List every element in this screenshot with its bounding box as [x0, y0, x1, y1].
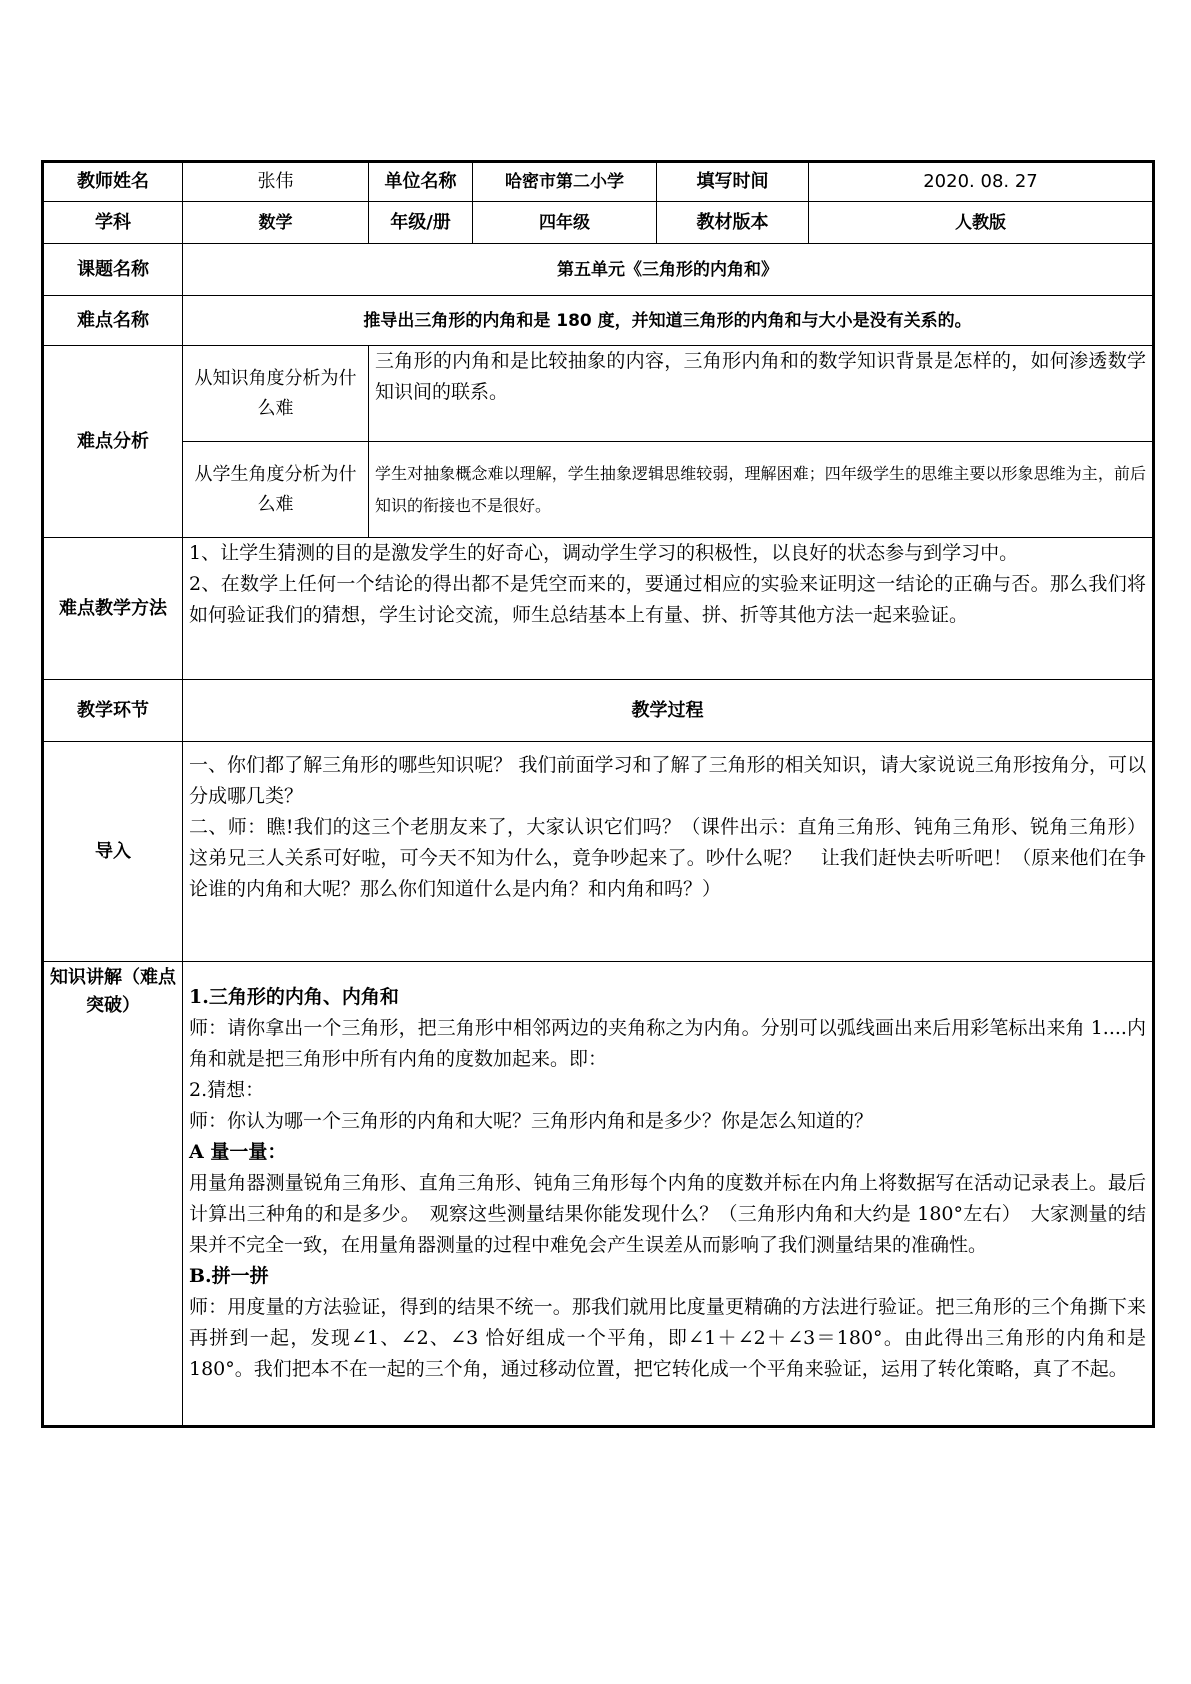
edition-value: 人教版: [809, 202, 1154, 244]
edition-label: 教材版本: [657, 202, 809, 244]
intro-paragraph-1: 一、你们都了解三角形的哪些知识呢？ 我们前面学习和了解了三角形的相关知识，请大家说说三角形按角分，可以分成哪几类？: [189, 754, 1146, 807]
subject-label: 学科: [43, 202, 183, 244]
knowledge-paragraph-a: 用量角器测量锐角三角形、直角三角形、钝角三角形每个内角的度数并标在内角上将数据写在活动记录表上。最后计算出三种角的和是多少。 观察这些测量结果你能发现什么？（三角形内角和大约是 180°左右） 大家测量的结果并不完全一致，在用量角器测量的过程中难免会产生误差从而影响了我们测量结果的准确性。: [189, 1172, 1146, 1256]
knowledge-paragraph-1: 师：请你拿出一个三角形，把三角形中相邻两边的夹角称之为内角。分别可以弧线画出来后用彩笔标出来角 1....内角和就是把三角形中所有内角的度数加起来。即：: [189, 1017, 1146, 1070]
knowledge-label: 知识讲解（难点突破）: [43, 962, 183, 1427]
topic-row: [43, 244, 1154, 296]
subject-value: 数学: [183, 202, 369, 244]
intro-row: [43, 742, 1154, 962]
knowledge-angle-text: 三角形的内角和是比较抽象的内容，三角形内角和的数学知识背景是怎样的，如何渗透数学知识间的联系。: [369, 346, 1154, 442]
teacher-label: 教师姓名: [43, 162, 183, 202]
grade-label: 年级/册: [369, 202, 473, 244]
knowledge-angle-label: 从知识角度分析为什么难: [183, 346, 369, 442]
grade-value: 四年级: [473, 202, 657, 244]
method-row: [43, 538, 1154, 680]
knowledge-heading-a: A 量一量：: [189, 1141, 287, 1163]
process-label: 教学过程: [183, 680, 1154, 742]
method-text: [183, 538, 1154, 680]
info-row-1: [43, 162, 1154, 202]
student-angle-label: 从学生角度分析为什么难: [183, 442, 369, 538]
topic-value: 第五单元《三角形的内角和》: [183, 244, 1154, 296]
method-label: 难点教学方法: [43, 538, 183, 680]
knowledge-heading-b: B.拼一拼: [189, 1265, 269, 1287]
unit-label: 单位名称: [369, 162, 473, 202]
time-label: 填写时间: [657, 162, 809, 202]
teacher-value: 张伟: [183, 162, 369, 202]
analysis-student-row: [43, 442, 1154, 538]
topic-label: 课题名称: [43, 244, 183, 296]
intro-label: 导入: [43, 742, 183, 962]
analysis-label: 难点分析: [43, 346, 183, 538]
lesson-plan-table: [41, 160, 1155, 1428]
difficulty-label: 难点名称: [43, 296, 183, 346]
knowledge-paragraph-b: 师：用度量的方法验证，得到的结果不统一。那我们就用比度量更精确的方法进行验证。把三角形的三个角撕下来再拼到一起，发现∠1、∠2、∠3 恰好组成一个平角，即∠1＋∠2＋∠3＝180°。由此得出三角形的内角和是 180°。我们把本不在一起的三个角，通过移动位置，把它转化成一个平角来验证，运用了转化策略，真了不起。: [189, 1296, 1146, 1380]
knowledge-heading-1: 1.三角形的内角、内角和: [189, 986, 399, 1008]
unit-value: 哈密市第二小学: [473, 162, 657, 202]
process-header-row: [43, 680, 1154, 742]
method-paragraph-1: 1、让学生猜测的目的是激发学生的好奇心，调动学生学习的积极性，以良好的状态参与到学习中。: [189, 542, 1019, 564]
knowledge-row: [43, 962, 1154, 1427]
knowledge-paragraph-3: 师：你认为哪一个三角形的内角和大呢？三角形内角和是多少？你是怎么知道的？: [189, 1110, 874, 1132]
intro-text: [183, 742, 1154, 962]
process-stage-label: 教学环节: [43, 680, 183, 742]
difficulty-value: 推导出三角形的内角和是 180 度，并知道三角形的内角和与大小是没有关系的。: [183, 296, 1154, 346]
analysis-knowledge-row: [43, 346, 1154, 442]
method-paragraph-2: 2、在数学上任何一个结论的得出都不是凭空而来的，要通过相应的实验来证明这一结论的正确与否。那么我们将如何验证我们的猜想，学生讨论交流，师生总结基本上有量、拼、折等其他方法一起来验证。: [189, 573, 1146, 626]
knowledge-paragraph-2: 2.猜想：: [189, 1079, 265, 1101]
difficulty-row: [43, 296, 1154, 346]
student-angle-text: 学生对抽象概念难以理解，学生抽象逻辑思维较弱，理解困难；四年级学生的思维主要以形象思维为主，前后知识的衔接也不是很好。: [369, 442, 1154, 538]
intro-paragraph-2: 二、师：瞧!我们的这三个老朋友来了，大家认识它们吗？（课件出示：直角三角形、钝角三角形、锐角三角形）这弟兄三人关系可好啦，可今天不知为什么，竟争吵起来了。吵什么呢？ 让我们赶快去听听吧！（原来他们在争论谁的内角和大呢？那么你们知道什么是内角？和内角和吗？）: [189, 816, 1146, 900]
knowledge-text: [183, 962, 1154, 1427]
info-row-2: [43, 202, 1154, 244]
time-value: 2020. 08. 27: [809, 162, 1154, 202]
lesson-plan-form: [41, 160, 1152, 1428]
